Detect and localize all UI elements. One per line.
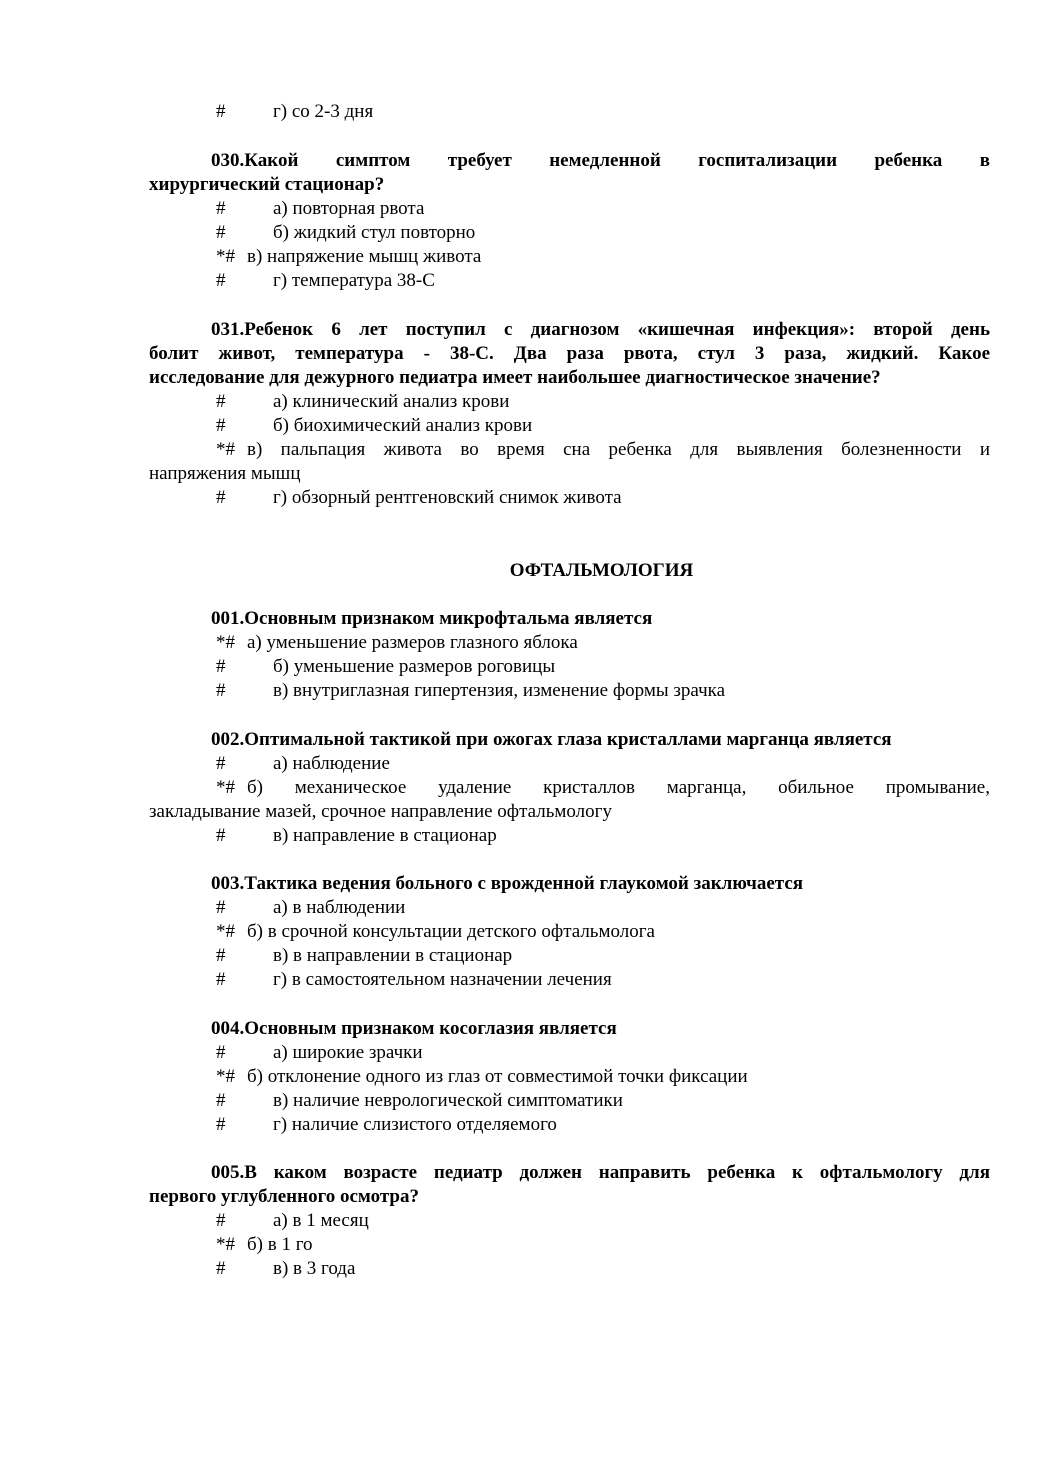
question-title-cont: хирургический стационар? [149,174,385,195]
answer-marker: *# [216,246,235,267]
answer-marker: # [216,1210,226,1231]
answer-option [216,1209,816,1233]
answer-text: г) в самостоятельном назначении лечения [273,969,612,990]
answer-option [216,1113,816,1137]
answer-option [216,269,716,293]
answer-option [216,752,816,776]
answer-marker: # [216,101,226,122]
answer-text: в) направление в стационар [273,825,497,846]
answer-marker: *# [216,632,235,653]
answer-marker: # [216,1042,226,1063]
answer-text: а) в 1 месяц [273,1210,369,1231]
answer-option-correct [216,920,816,944]
answer-marker: # [216,222,226,243]
answer-option-correct [216,631,816,655]
question-title-cont: болит живот, температура - 38-С. Два раза рвота, стул 3 раза, жидкий. Какое [149,343,990,364]
answer-text: б) механическое удаление кристаллов марганца, обильное промывание, [247,777,990,798]
answer-option [216,1257,816,1281]
question-title-cont: первого углубленного осмотра? [149,1186,419,1207]
answer-option-correct [216,776,990,800]
answer-marker: # [216,1114,226,1135]
answer-marker: *# [216,1066,235,1087]
question-title: 031.Ребенок 6 лет поступил с диагнозом «кишечная инфекция»: второй день [211,319,990,340]
question-title: 005.В каком возрасте педиатр должен направить ребенка к офтальмологу для [211,1162,990,1183]
answer-text: в) в направлении в стационар [273,945,513,966]
answer-text: а) широкие зрачки [273,1042,423,1063]
answer-text: б) в срочной консультации детского офтальмолога [247,921,655,942]
question-title: 001.Основным признаком микрофтальма является [211,608,653,629]
answer-marker: *# [216,921,235,942]
answer-option [216,1089,816,1113]
answer-option [216,968,816,992]
answer-marker: # [216,487,226,508]
answer-marker: # [216,656,226,677]
answer-text-cont: напряжения мышц [149,463,301,484]
answer-marker: # [216,1090,226,1111]
answer-option-correct [216,438,990,462]
answer-text: б) отклонение одного из глаз от совместимой точки фиксации [247,1066,748,1087]
answer-marker: # [216,198,226,219]
answer-text: г) наличие слизистого отделяемого [273,1114,557,1135]
answer-option [216,679,816,703]
answer-text: в) пальпация живота во время сна ребенка для выявления болезненности и [247,439,990,460]
answer-marker: *# [216,439,235,460]
answer-text-cont: закладывание мазей, срочное направление офтальмологу [149,801,612,822]
answer-text: г) обзорный рентгеновский снимок живота [273,487,622,508]
answer-option [216,1041,816,1065]
answer-marker: # [216,825,226,846]
answer-option [216,896,816,920]
answer-text: б) в 1 го [247,1234,313,1255]
answer-option [216,100,616,124]
answer-text: в) наличие неврологической симптоматики [273,1090,623,1111]
question-title: 004.Основным признаком косоглазия является [211,1018,617,1039]
answer-option [216,486,716,510]
section-heading: ОФТАЛЬМОЛОГИЯ [509,560,694,581]
answer-option [216,414,716,438]
answer-marker: # [216,270,226,291]
answer-marker: # [216,680,226,701]
answer-text: б) биохимический анализ крови [273,415,533,436]
answer-text: в) напряжение мышц живота [247,246,482,267]
answer-option [216,197,716,221]
answer-text: а) наблюдение [273,753,390,774]
answer-marker: # [216,945,226,966]
answer-option-correct [216,1065,816,1089]
answer-text: б) уменьшение размеров роговицы [273,656,556,677]
answer-text: а) уменьшение размеров глазного яблока [247,632,578,653]
answer-marker: *# [216,777,235,798]
answer-option-correct [216,245,716,269]
answer-marker: # [216,391,226,412]
answer-option-correct [216,1233,816,1257]
question-title: 030.Какой симптом требует немедленной госпитализации ребенка в [211,150,990,171]
answer-option [216,944,816,968]
answer-marker: # [216,1258,226,1279]
answer-text: а) клинический анализ крови [273,391,510,412]
answer-text: в) в 3 года [273,1258,356,1279]
question-title-cont: исследование для дежурного педиатра имеет наибольшее диагностическое значение? [149,367,881,388]
question-title: 002.Оптимальной тактикой при ожогах глаза кристаллами марганца является [211,729,892,750]
answer-option [216,390,716,414]
answer-marker: # [216,415,226,436]
answer-text: а) в наблюдении [273,897,406,918]
answer-marker: *# [216,1234,235,1255]
answer-option [216,824,816,848]
answer-text: в) внутриглазная гипертензия, изменение формы зрачка [273,680,726,701]
answer-marker: # [216,969,226,990]
answer-text: б) жидкий стул повторно [273,222,476,243]
answer-marker: # [216,897,226,918]
answer-text: г) температура 38-С [273,270,435,291]
answer-option [216,655,816,679]
answer-option [216,221,716,245]
answer-marker: # [216,753,226,774]
answer-text: г) со 2-3 дня [273,101,374,122]
answer-text: а) повторная рвота [273,198,425,219]
question-title: 003.Тактика ведения больного с врожденной глаукомой заключается [211,873,804,894]
